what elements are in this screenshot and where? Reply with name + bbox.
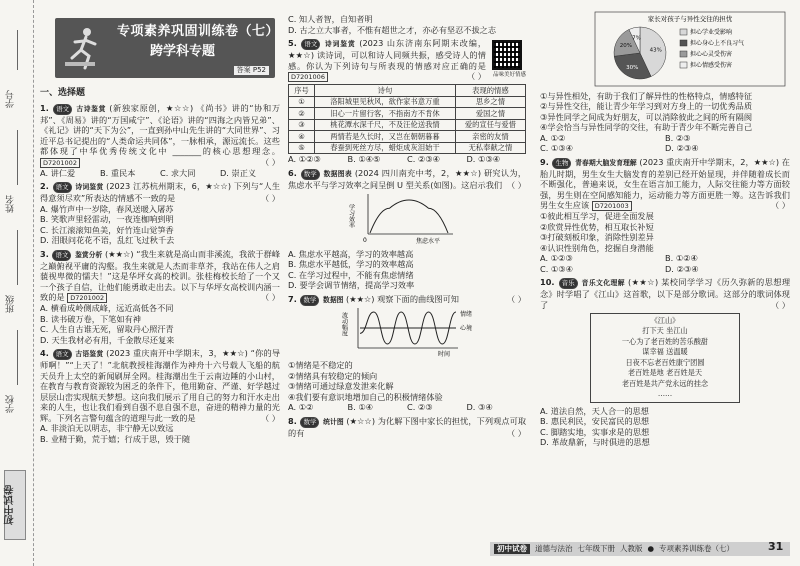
table-row bbox=[289, 142, 526, 154]
fill-line bbox=[17, 230, 18, 285]
question-type: 古语鉴赏 bbox=[75, 350, 104, 359]
option-a[interactable]: A. 讲仁爱 bbox=[40, 167, 76, 178]
answer-bracket[interactable]: （ ） bbox=[507, 179, 526, 190]
option-b[interactable]: B. 读书破万卷，下笔如有神 bbox=[40, 313, 141, 324]
option-d[interactable]: D. 泪眼问花花不语，乱红飞过秋千去 bbox=[40, 235, 175, 246]
legend-emotion: 情绪 bbox=[460, 310, 473, 318]
option-d[interactable]: D. ③④ bbox=[466, 402, 493, 413]
question-code: D7201002 bbox=[67, 293, 107, 303]
x-axis-label: 时间 bbox=[438, 350, 451, 358]
options bbox=[540, 253, 790, 274]
pie-value-label: 43% bbox=[649, 47, 662, 54]
question-2 bbox=[40, 181, 280, 246]
song-lyrics-box bbox=[590, 313, 740, 403]
table-cell: 两情若是久长时，又岂在朝朝暮暮 bbox=[315, 131, 456, 143]
anxiety-efficiency-chart bbox=[288, 190, 526, 246]
legend-swatch bbox=[680, 40, 687, 46]
emotion-fluctuation-chart bbox=[288, 306, 526, 358]
options bbox=[288, 154, 526, 165]
lyric-line: 老百姓是共产党永远的挂念 bbox=[621, 378, 709, 388]
option-c[interactable]: C. 知人者智，自知者明 bbox=[288, 14, 373, 24]
legend-label: 担心身心上不良习气 bbox=[690, 40, 745, 47]
subject-tag: 语文 bbox=[52, 250, 71, 261]
question-meta: (★☆☆) bbox=[346, 415, 376, 426]
option-a[interactable]: A. 焦虑水平越高，学习的效率越高 bbox=[288, 248, 414, 259]
question-meta: (★★☆) bbox=[105, 248, 134, 259]
subject-tag: 语文 bbox=[53, 182, 72, 193]
option-a[interactable]: A. ①② bbox=[540, 132, 566, 143]
lyric-line: 谋幸福 送温暖 bbox=[642, 347, 688, 357]
option-b[interactable]: B. ①②④ bbox=[665, 253, 698, 263]
statement-4: ④我们要有意识地增加自己的积极情绪体验 bbox=[288, 391, 443, 402]
option-b[interactable]: B. ①④⑤ bbox=[347, 154, 381, 165]
answer-page-ref: 答案 P52 bbox=[234, 66, 269, 75]
option-c[interactable]: C. 求大同 bbox=[160, 167, 196, 178]
question-meta: (2023 江苏杭州期末，6，★☆☆) bbox=[106, 181, 232, 192]
left-column bbox=[40, 86, 280, 444]
subject-tag: 语文 bbox=[53, 349, 72, 360]
middle-column bbox=[288, 14, 526, 438]
question-type: 诗词鉴赏 bbox=[75, 183, 104, 192]
title-banner bbox=[55, 18, 280, 78]
subject-tag: 数学 bbox=[301, 169, 320, 180]
table-cell: 无私奉献之情 bbox=[455, 142, 525, 154]
subject-tag: 音乐 bbox=[559, 278, 578, 289]
label-school: 学校 bbox=[6, 395, 16, 413]
question-code: D7201002 bbox=[40, 158, 80, 168]
statement-2: ②情绪具有较稳定的倾向 bbox=[288, 370, 378, 381]
question-number: 5. bbox=[288, 38, 297, 48]
statement-3: ③打破刻板印象，消除性别差异 bbox=[540, 232, 654, 242]
question-number: 4. bbox=[40, 348, 49, 359]
option-b[interactable]: B. 惠民利民，安民富民的思想 bbox=[540, 416, 650, 426]
question-4 bbox=[40, 348, 280, 444]
option-b[interactable]: B. ①④ bbox=[347, 402, 374, 413]
option-d[interactable]: D. 革故鼎新，与时俱进的思想 bbox=[540, 437, 650, 447]
lyric-line: 一心为了老百姓的苦乐酸甜 bbox=[621, 336, 709, 346]
binding-margin bbox=[0, 0, 34, 566]
question-text: 观察下面的曲线图可知 bbox=[377, 293, 459, 304]
pie-legend bbox=[680, 28, 744, 69]
table-cell: ③ bbox=[289, 119, 315, 131]
question-type: 音乐文化理解 bbox=[581, 279, 625, 287]
column-header: 序号 bbox=[289, 85, 315, 97]
options bbox=[288, 402, 526, 413]
question-type: 鉴赏分析 bbox=[75, 250, 103, 259]
table-cell: ② bbox=[289, 108, 315, 120]
page-number: 31 bbox=[768, 540, 784, 553]
question-text: 下列与“人生得意须尽欢”所表达的情感不一致的是 bbox=[40, 181, 281, 204]
table-cell: 春蚕到死丝方尽，蜡炬成灰泪始干 bbox=[315, 142, 456, 154]
lyric-line: 老百姓是地 老百姓是天 bbox=[627, 368, 703, 378]
option-d[interactable]: D. ②③④ bbox=[665, 143, 699, 153]
lyric-line: …… bbox=[657, 389, 673, 399]
statement-4: ④认识性别角色，挖掘自身潜能 bbox=[540, 242, 654, 253]
legend-swatch bbox=[680, 62, 687, 68]
question-3 bbox=[40, 249, 280, 346]
statement-3: ③异性同学之间成为好朋友，可以消除彼此之间的所有隔阂 bbox=[540, 111, 753, 122]
table-cell: 爱国之情 bbox=[455, 108, 525, 120]
x-axis-label: 焦虑水平 bbox=[416, 238, 441, 246]
question-meta: (★★☆) bbox=[346, 293, 375, 304]
question-text-tail: 的核心思想理念。 bbox=[201, 146, 280, 157]
option-c[interactable]: C. 脚踏实地，实事求是的思想 bbox=[540, 426, 650, 437]
options bbox=[540, 133, 790, 154]
table-row bbox=[289, 108, 526, 120]
table-row bbox=[289, 96, 526, 108]
option-d[interactable]: D. ①③④ bbox=[466, 154, 501, 165]
question-type: 数据图 bbox=[323, 295, 344, 304]
table-cell: ⑤ bbox=[289, 142, 315, 154]
question-number: 6. bbox=[288, 167, 297, 178]
question-text: 读诗词，可以和诗人同频共振，感受诗人的情感。你认为下列诗句与所表现的情感对应正确的是 bbox=[288, 50, 486, 71]
label-class: 班级 bbox=[6, 295, 16, 313]
question-5 bbox=[288, 38, 526, 82]
table-cell: 洛阳城里见秋风，欲作家书意万重 bbox=[315, 96, 456, 108]
options bbox=[40, 168, 280, 179]
question-number: 1. bbox=[40, 102, 49, 113]
question-type: 古诗鉴赏 bbox=[76, 104, 107, 113]
option-a[interactable]: A. ①② bbox=[288, 402, 314, 413]
table-cell: ① bbox=[289, 96, 315, 108]
answer-bracket[interactable]: （ ） bbox=[507, 427, 526, 438]
statement-1: ①彼此相互学习，促进全面发展 bbox=[540, 211, 654, 221]
fill-line bbox=[17, 130, 18, 185]
question-1: 1. 语文 古诗鉴赏 (新独家原创，★☆☆) 《尚书》讲的“协和万邦”、《周易》讲的“万国咸宁”、《论语》讲的“四海之内皆兄弟”、《礼记》讲的“天下为公”，一直到孙中山先生讲的“大同世界”、习近平总书记提出的“人类命运共同体”，一脉相承，源远流长。这些都体现了中华优秀传统文化中 _______的核心思想理念。 D7201002 （ ） A. 讲仁爱 B. 重民本 C. 求大同 D. 崇正义 bbox=[40, 102, 281, 178]
question-number: 7. bbox=[288, 293, 297, 304]
option-d[interactable]: D. 要学会调节情绪，提高学习效率 bbox=[288, 280, 415, 291]
answer-bracket[interactable]: （ ） bbox=[261, 412, 280, 423]
question-code: D7201003 bbox=[592, 201, 632, 211]
option-c[interactable]: C. 在学习过程中，不能有焦虑情绪 bbox=[288, 269, 414, 280]
option-a[interactable]: A. 非淡泊无以明志，非宁静无以致远 bbox=[40, 423, 174, 434]
bullet-icon: ● bbox=[647, 544, 655, 554]
pie-value-label: 7% bbox=[632, 35, 641, 42]
pie-value-label: 20% bbox=[619, 43, 632, 50]
question-number: 2. bbox=[40, 181, 49, 192]
option-a[interactable]: A. 爆竹声中一岁除，春风送暖入屠苏 bbox=[40, 203, 174, 214]
footer-brand: 初中试卷 bbox=[494, 544, 530, 554]
parent-worry-pie-chart bbox=[540, 10, 790, 88]
question-meta: (2023 山东济南东阿期末改编，★★☆) bbox=[288, 38, 487, 60]
option-c[interactable]: C. ①③④ bbox=[540, 263, 573, 274]
right-column bbox=[540, 10, 790, 448]
question-number: 9. bbox=[540, 156, 549, 167]
question-number: 3. bbox=[40, 248, 49, 259]
banner-subtitle: 跨学科专题 bbox=[150, 44, 216, 59]
lyric-line: 日夜不忘老百姓康宁团圆 bbox=[625, 357, 705, 367]
option-b[interactable]: B. ②③ bbox=[665, 132, 691, 143]
footer-grade: 七年级下册 bbox=[577, 544, 615, 554]
question-type: 统计图 bbox=[323, 417, 344, 426]
table-row bbox=[289, 131, 526, 143]
song-title: 《江山》 bbox=[650, 316, 680, 325]
question-text: 为化解下图中家长的担忧，下列观点可取的有 bbox=[288, 415, 527, 438]
pie-slices bbox=[614, 27, 666, 79]
legend-label: 担心学业受影响 bbox=[690, 29, 733, 36]
column-header: 诗句 bbox=[315, 85, 456, 97]
qr-caption: 品味美好情感 bbox=[492, 72, 526, 78]
y-axis-label: 学习效率 bbox=[347, 204, 355, 229]
footer-edition: 人教版 bbox=[620, 544, 643, 554]
option-a[interactable]: A. 横看成岭侧成峰，远近高低各不同 bbox=[40, 303, 174, 314]
option-d[interactable]: D. 崇正义 bbox=[220, 167, 257, 178]
label-student-number: 学号 bbox=[6, 90, 16, 108]
statement-2: ②与异性交往，能让青少年学习到对方身上的一切优秀品质 bbox=[540, 101, 753, 111]
y-axis-label: 波动幅度 bbox=[340, 311, 348, 336]
subject-tag: 数学 bbox=[300, 417, 319, 428]
option-b[interactable]: B. 笑歌声里轻雷动，一夜连枷响到明 bbox=[40, 214, 174, 225]
legend-swatch bbox=[680, 29, 687, 35]
table-cell: 爱的宣任与爱惜 bbox=[455, 119, 525, 131]
question-meta: (2023 重庆南开中学期末，3，★★☆) bbox=[106, 348, 248, 359]
statement-1: ①情绪是不稳定的 bbox=[288, 360, 353, 371]
table-cell: 旧心一片留行客，不指南方不肯休 bbox=[315, 108, 456, 120]
brand-logo: 初中试卷 bbox=[4, 470, 26, 540]
answer-bracket[interactable]: （ ） bbox=[467, 71, 486, 81]
question-text: 某校同学学习《历久弥新的思想理念》时学唱了《江山》这首歌，以下是部分歌词。这部分的歌词体现了 bbox=[540, 277, 791, 310]
option-d[interactable]: D. 古之立大事者，不惟有超世之才，亦必有坚忍不拔之志 bbox=[288, 24, 497, 35]
chart-curve bbox=[370, 200, 448, 233]
question-7 bbox=[288, 294, 526, 306]
legend-swatch bbox=[680, 51, 687, 57]
question-type: 数据图表 bbox=[323, 169, 352, 178]
table-cell: 亲密的友情 bbox=[455, 131, 525, 143]
table-header bbox=[289, 85, 526, 97]
fill-line bbox=[17, 30, 18, 70]
question-number: 10. bbox=[540, 277, 555, 287]
option-d[interactable]: D. 天生我材必有用，千金散尽还复来 bbox=[40, 334, 175, 345]
footer-subject: 道德与法治 bbox=[535, 544, 573, 554]
option-d[interactable]: D. ②③④ bbox=[665, 263, 699, 274]
question-text: 《尚书》讲的“协和万邦”、《周易》讲的“万国咸宁”、《论语》讲的“四海之内皆兄弟”、《礼记》讲的“天下为公”，一直到孙中山先生讲的“大同世界”、习近平总书记提出的“人类命运共同体”，一脉相承，源远流长。这些都体现了中华优秀传统文化中 bbox=[40, 102, 281, 157]
legend-mood: 心境 bbox=[460, 324, 473, 332]
question-10 bbox=[540, 277, 790, 448]
option-a[interactable]: A. ①②③ bbox=[540, 253, 573, 263]
qr-code-icon[interactable] bbox=[492, 40, 522, 70]
statement-1: ①与异性相处，有助于我们了解异性的性格特点，情感特征 bbox=[540, 90, 753, 101]
option-a[interactable]: A. 道法自然，天人合一的思想 bbox=[540, 405, 649, 416]
question-text: 在胎儿时期，男生女生大脑发育的差别已经开始显现，并伴随着成长而不断强化，普遍来说，女生在语言加工能力，人际交往能力等方面较强，男生则在空间感知能力，运动能力等方面更胜一筹。这告诉我们男生女生应该 bbox=[540, 156, 790, 210]
subject-tag: 数学 bbox=[300, 295, 319, 306]
subject-tag: 生物 bbox=[552, 158, 571, 169]
table-cell: 思乡之情 bbox=[455, 96, 525, 108]
column-header: 表现的情感 bbox=[455, 85, 525, 97]
answer-bracket[interactable]: （ ） bbox=[771, 299, 790, 310]
answer-bracket[interactable]: （ ） bbox=[771, 200, 790, 210]
question-code: D7201006 bbox=[288, 72, 328, 82]
poem-table bbox=[288, 84, 526, 154]
footer-series: 专项素养训练卷（七） bbox=[659, 544, 735, 554]
question-type: 青春期大脑发育理解 bbox=[575, 158, 637, 167]
option-b[interactable]: B. 焦虑水平越低，学习的效率越高 bbox=[288, 259, 414, 270]
answer-bracket[interactable]: （ ） bbox=[507, 293, 526, 304]
answer-bracket[interactable]: （ ） bbox=[261, 292, 280, 303]
statement-2: ②欣赏异性优势，相互取长补短 bbox=[540, 221, 654, 232]
question-9 bbox=[540, 157, 790, 275]
question-meta: (新独家原创，★☆☆) bbox=[109, 102, 194, 113]
question-6 bbox=[288, 168, 526, 191]
chart-title: 家长对孩子与异性交往的担忧 bbox=[647, 15, 733, 23]
table-cell: ④ bbox=[289, 131, 315, 143]
page-footer bbox=[490, 542, 790, 556]
legend-label: 担心心灵受伤害 bbox=[690, 51, 733, 58]
option-c[interactable]: C. ②③④ bbox=[407, 154, 440, 165]
option-b[interactable]: B. 重民本 bbox=[100, 167, 136, 178]
legend-label: 担心情感受伤害 bbox=[690, 62, 733, 69]
table-cell: 桃花潭水深千尺，不及汪伦送我情 bbox=[315, 119, 456, 131]
pie-value-label: 30% bbox=[626, 65, 639, 72]
question-text: “你的导师啊！”“上天了！”北航教授桂海潮作为神舟十六号载人飞船的航天员升上太空的新闻刷屏全网。桂海潮出生于云南边陲的小山村，在教育与教育资源较为困乏的条件下，他用勤奋、严谨、好学越过层层山峦实现航天梦想。这向我们展示了用自己的努力和汗水走出来的人生，也让我们看到自强不息自强不息，奋进的精神力量的光辉。下列名言警句蕴含的道理与此一致的是 bbox=[40, 348, 281, 423]
section-heading: 一、选择题 bbox=[40, 88, 86, 98]
lyric-line: 打下天 坐江山 bbox=[642, 326, 688, 336]
answer-bracket[interactable]: （ ） bbox=[261, 193, 280, 204]
origin-label: 0 bbox=[363, 237, 367, 245]
statement-4: ④学会恰当与异性同学的交往，有助于青少年不断完善自己 bbox=[540, 122, 753, 132]
label-name: 姓名 bbox=[6, 195, 16, 213]
question-meta: (★★☆) bbox=[628, 277, 659, 287]
question-meta: (2024 四川南充中考，2，★★☆) bbox=[354, 167, 482, 178]
option-c[interactable]: C. 长江滚滚知鱼美，好竹连山觉笋香 bbox=[40, 224, 174, 235]
fill-line bbox=[17, 330, 18, 385]
option-b[interactable]: B. 业精于勤，荒于嬉；行成于思，毁于随 bbox=[40, 433, 191, 444]
table-row bbox=[289, 119, 526, 131]
option-a[interactable]: A. ①②③ bbox=[288, 154, 321, 165]
question-type: 诗词鉴赏 bbox=[324, 40, 356, 48]
answer-bracket[interactable]: （ ） bbox=[261, 156, 280, 167]
question-number: 8. bbox=[288, 415, 297, 426]
subject-tag: 语文 bbox=[53, 104, 72, 115]
question-text: 研究认为，焦虑水平与学习效率之间呈倒 U 型关系(如图)。这启示我们 bbox=[288, 167, 527, 190]
runner-icon bbox=[63, 26, 103, 72]
question-text: “我生来就是高山而非溪流，我欲于群峰之巅俯视平庸的沟壑。我生来就是人杰而非草芥，我站在伟人之肩藐视卑微的懦夫！”这是华坪女高的校训。张桂梅校长给了一个又一个孩子自信，让他们能勇敢走出去。以下与华坪女高校训内涵一致的是 bbox=[40, 248, 281, 303]
banner-title: 专项素养巩固训练卷（七） bbox=[117, 24, 280, 39]
question-8 bbox=[288, 416, 526, 439]
option-c[interactable]: C. ②③ bbox=[407, 402, 433, 413]
option-c[interactable]: C. 人生自古谁无死，留取丹心照汗青 bbox=[40, 324, 174, 335]
statement-3: ③情绪可通过绿意发泄来化解 bbox=[288, 381, 394, 392]
question-meta: (2023 重庆南开中学期末，2，★★☆) bbox=[639, 156, 780, 167]
option-c[interactable]: C. ①③④ bbox=[540, 143, 573, 153]
subject-tag: 语文 bbox=[301, 39, 320, 50]
